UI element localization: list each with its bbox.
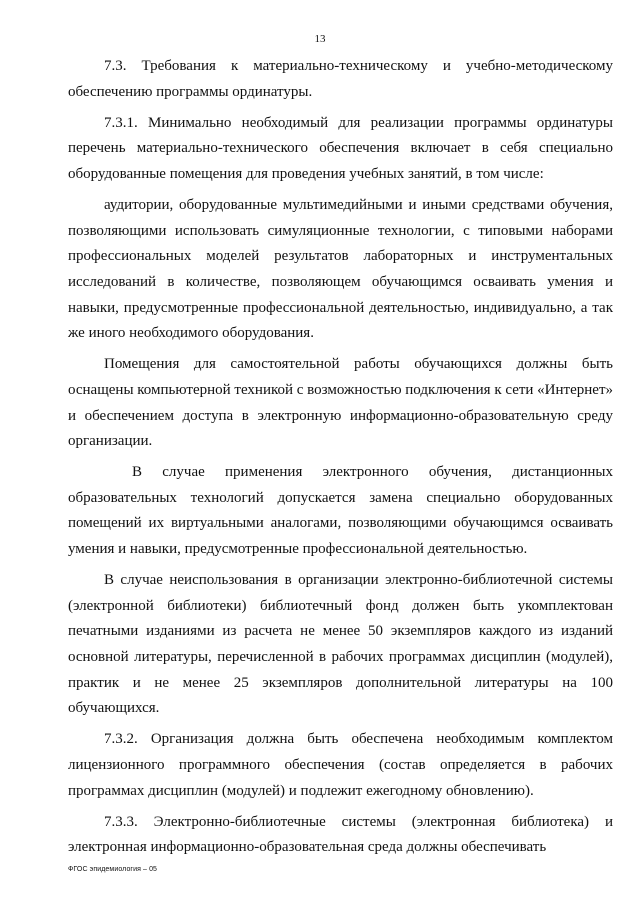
paragraph-e-learning: В случае применения электронного обучения, дистанционных образовательных технологий допускается замена специально оборудованных помещений их виртуальными аналогами, позволяющими обучающимся осваивать умения и навыки, предусмотренные профессиональной деятельностью. <box>68 464 613 558</box>
paragraph-7-3-1: 7.3.1. Минимально необходимый для реализации программы ординатуры перечень материально-технического обеспечения включает в себя специально оборудованные помещения для проведения учебных занятий, в том числе: <box>68 114 613 182</box>
paragraph-classrooms: аудитории, оборудованные мультимедийными и иными средствами обучения, позволяющими использовать симуляционные технологии, с типовыми наборами профессиональных моделей результатов лабораторных и инструментальных исследований в количестве, позволяющем обучающимся осваивать умения и навыки, предусмотренные профессиональной деятельностью, индивидуально, а так же иного необходимого оборудования. <box>68 197 613 342</box>
page-number: 13 <box>314 33 326 45</box>
paragraph-self-study-rooms: Помещения для самостоятельной работы обучающихся должны быть оснащены компьютерной техникой с возможностью подключения к сети «Интернет» и обеспечением доступа в электронную информационно-образовательную среду организации. <box>68 356 613 450</box>
paragraph-7-3-2: 7.3.2. Организация должна быть обеспечена необходимым комплектом лицензионного программного обеспечения (состав определяется в рабочих программах дисциплин (модулей) и подлежит ежегодному обновлению). <box>68 731 613 799</box>
document-body <box>68 54 613 861</box>
page-footer: ФГОС эпидемиология – 05 <box>68 866 158 873</box>
paragraph-7-3: 7.3. Требования к материально-техническому и учебно-методическому обеспечению программы ординатуры. <box>68 58 613 100</box>
paragraph-7-3-3: 7.3.3. Электронно-библиотечные системы (электронная библиотека) и электронная информационно-образовательная среда должны обеспечивать <box>68 813 613 856</box>
paragraph-library-fund: В случае неиспользования в организации электронно-библиотечной системы (электронной библиотеки) библиотечный фонд должен быть укомплектован печатными изданиями из расчета не менее 50 экземпляров каждого из изданий основной литературы, перечисленной в рабочих программах дисциплин (модулей), практик и не менее 25 экземпляров дополнительной литературы на 100 обучающихся. <box>68 572 613 717</box>
